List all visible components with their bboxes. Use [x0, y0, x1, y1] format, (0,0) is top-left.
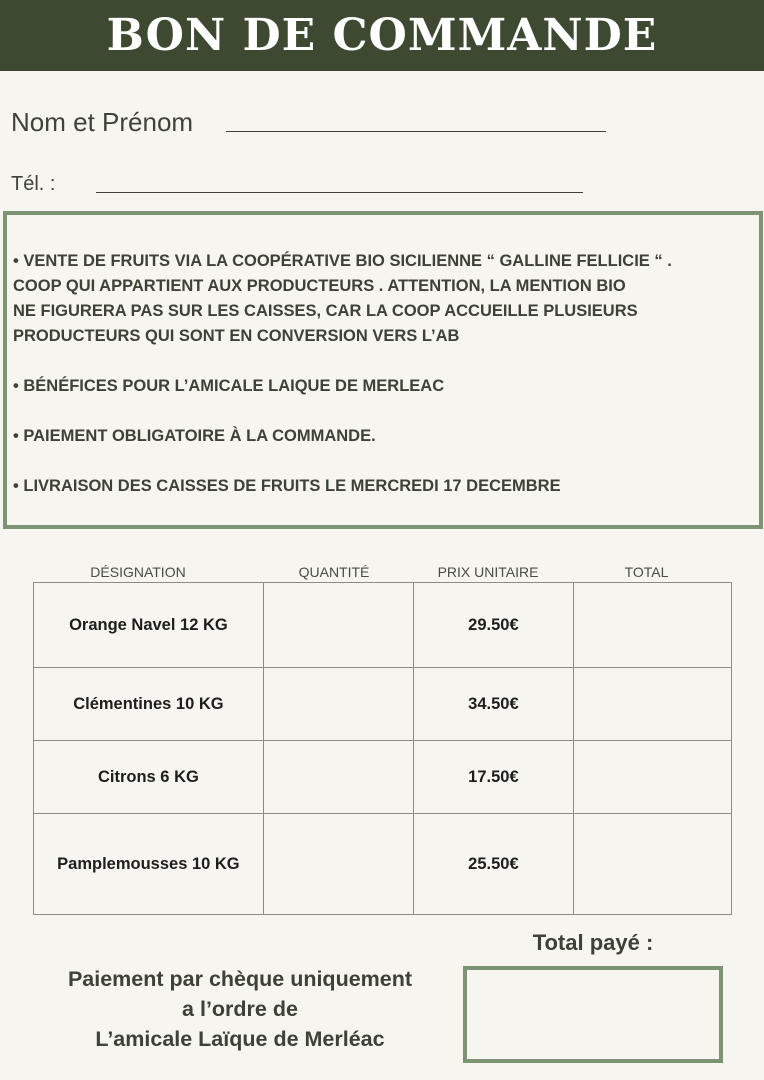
- payment-line: a l’ordre de: [182, 997, 298, 1021]
- designation-cell: Pamplemousses 10 KG: [34, 814, 264, 915]
- payment-line: Paiement par chèque uniquement: [67, 967, 413, 991]
- designation-cell: Clémentines 10 KG: [34, 668, 264, 741]
- info-bullet: • LIVRAISON DES CAISSES DE FRUITS LE MERCREDI 17 DECEMBRE: [13, 477, 561, 495]
- quantity-cell[interactable]: [263, 668, 413, 741]
- phone-label: Tél. :: [11, 173, 56, 195]
- price-cell: 17.50€: [413, 741, 574, 814]
- quantity-cell[interactable]: [263, 583, 413, 668]
- table-row: [34, 814, 732, 915]
- designation-cell: Orange Navel 12 KG: [34, 583, 264, 668]
- table-row: [34, 583, 732, 668]
- column-header-prix: PRIX UNITAIRE: [437, 564, 539, 580]
- total-paid-box[interactable]: [463, 966, 723, 1063]
- phone-field[interactable]: [96, 192, 583, 193]
- order-table: [33, 582, 732, 915]
- payment-line: L’amicale Laïque de Merléac: [95, 1027, 385, 1051]
- quantity-cell[interactable]: [263, 741, 413, 814]
- quantity-cell[interactable]: [263, 814, 413, 915]
- table-row: [34, 741, 732, 814]
- column-header-designation: DÉSIGNATION: [90, 564, 186, 580]
- info-box: [3, 211, 763, 529]
- name-field[interactable]: [226, 131, 606, 132]
- price-cell: 25.50€: [413, 814, 574, 915]
- info-bullet: • BÉNÉFICES POUR L’AMICALE LAIQUE DE MERLEAC: [13, 377, 445, 395]
- column-header-quantite: QUANTITÉ: [298, 564, 370, 580]
- total-cell[interactable]: [574, 668, 732, 741]
- total-cell[interactable]: [574, 814, 732, 915]
- page-title: BON DE COMMANDE: [106, 10, 658, 61]
- header-banner: [0, 0, 764, 71]
- name-label: Nom et Prénom: [11, 107, 194, 137]
- price-cell: 34.50€: [413, 668, 574, 741]
- table-row: [34, 668, 732, 741]
- payment-instructions: [30, 964, 450, 1054]
- total-cell[interactable]: [574, 741, 732, 814]
- column-header-total: TOTAL: [624, 564, 669, 580]
- total-paid-label: Total payé :: [532, 930, 654, 955]
- designation-cell: Citrons 6 KG: [34, 741, 264, 814]
- total-cell[interactable]: [574, 583, 732, 668]
- info-bullet: • VENTE DE FRUITS VIA LA COOPÉRATIVE BIO SICILIENNE “ GALLINE FELLICIE “ . COOP QUI APPARTIENT AUX PRODUCTEURS . ATTENTION, LA MENTION BIO NE FIGURERA PAS SUR LES CAISSES, CAR LA COOP ACCUEILLE PLUSIEURS PRODUCTEURS QUI SONT EN CONVERSION VERS L’AB: [13, 252, 672, 345]
- price-cell: 29.50€: [413, 583, 574, 668]
- info-bullet: • PAIEMENT OBLIGATOIRE À LA COMMANDE.: [13, 427, 376, 445]
